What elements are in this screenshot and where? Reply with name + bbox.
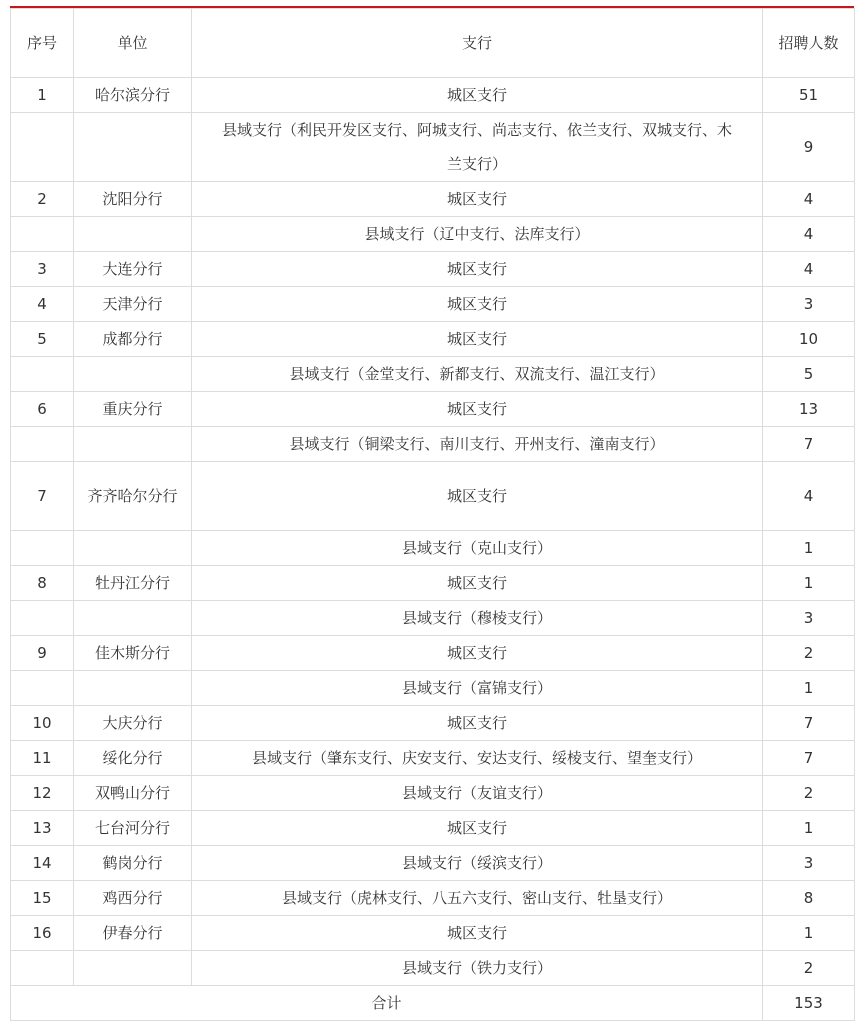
row-unit: 大连分行 [74,252,192,287]
row-count: 3 [763,601,855,636]
header-unit: 单位 [74,9,192,78]
row-branch: 县域支行（金堂支行、新都支行、双流支行、温江支行） [192,357,763,392]
row-count: 2 [763,776,855,811]
table-row [11,671,855,706]
table-row [11,776,855,811]
row-branch: 县域支行（铜梁支行、南川支行、开州支行、潼南支行） [192,427,763,462]
row-unit: 齐齐哈尔分行 [74,462,192,531]
row-branch: 城区支行 [192,287,763,322]
header-no: 序号 [11,9,74,78]
row-no [11,217,74,252]
table-row [11,881,855,916]
row-unit: 七台河分行 [74,811,192,846]
row-unit: 重庆分行 [74,392,192,427]
row-count: 8 [763,881,855,916]
row-count: 7 [763,741,855,776]
row-unit: 成都分行 [74,322,192,357]
table-row [11,392,855,427]
row-no: 8 [11,566,74,601]
row-unit [74,951,192,986]
table-row [11,357,855,392]
row-count: 10 [763,322,855,357]
table-row [11,217,855,252]
row-count: 3 [763,287,855,322]
row-count: 51 [763,78,855,113]
row-no: 14 [11,846,74,881]
recruitment-table [10,8,855,1021]
row-branch: 县域支行（铁力支行） [192,951,763,986]
row-no [11,427,74,462]
row-branch: 县域支行（虎林支行、八五六支行、密山支行、牡垦支行） [192,881,763,916]
row-count: 7 [763,706,855,741]
table-row [11,322,855,357]
row-no [11,601,74,636]
row-branch: 城区支行 [192,706,763,741]
row-unit: 佳木斯分行 [74,636,192,671]
row-no: 4 [11,287,74,322]
row-branch: 城区支行 [192,566,763,601]
table-row [11,811,855,846]
row-no: 9 [11,636,74,671]
row-branch: 城区支行 [192,182,763,217]
row-no: 1 [11,78,74,113]
row-count: 1 [763,916,855,951]
table-row [11,182,855,217]
row-branch: 城区支行 [192,252,763,287]
table-row [11,531,855,566]
row-unit: 鸡西分行 [74,881,192,916]
table-row [11,636,855,671]
row-branch: 城区支行 [192,78,763,113]
row-unit: 双鸭山分行 [74,776,192,811]
row-branch: 城区支行 [192,811,763,846]
row-count: 13 [763,392,855,427]
row-branch: 县域支行（利民开发区支行、阿城支行、尚志支行、依兰支行、双城支行、木兰支行） [192,113,763,182]
row-no [11,951,74,986]
row-count: 4 [763,462,855,531]
table-row [11,951,855,986]
header-count: 招聘人数 [763,9,855,78]
row-branch: 县域支行（辽中支行、法库支行） [192,217,763,252]
table-row [11,287,855,322]
row-unit: 天津分行 [74,287,192,322]
row-branch: 城区支行 [192,636,763,671]
total-label: 合计 [11,986,763,1021]
table-total-row [11,986,855,1021]
row-branch: 县域支行（穆棱支行） [192,601,763,636]
table-row [11,78,855,113]
row-branch: 城区支行 [192,322,763,357]
row-no: 3 [11,252,74,287]
row-no: 13 [11,811,74,846]
row-count: 2 [763,636,855,671]
row-no: 11 [11,741,74,776]
table-row [11,462,855,531]
row-unit [74,531,192,566]
table-header-row [11,9,855,78]
row-count: 1 [763,531,855,566]
row-unit: 绥化分行 [74,741,192,776]
row-unit [74,357,192,392]
table-row [11,566,855,601]
row-no: 2 [11,182,74,217]
row-no [11,113,74,182]
row-count: 4 [763,217,855,252]
row-no: 5 [11,322,74,357]
table-row [11,252,855,287]
row-no: 12 [11,776,74,811]
row-no: 6 [11,392,74,427]
row-branch: 城区支行 [192,916,763,951]
row-unit: 哈尔滨分行 [74,78,192,113]
table-row [11,706,855,741]
row-unit [74,427,192,462]
row-branch: 县域支行（友谊支行） [192,776,763,811]
row-no: 7 [11,462,74,531]
row-count: 1 [763,671,855,706]
row-branch: 县域支行（绥滨支行） [192,846,763,881]
row-no [11,671,74,706]
table-row [11,916,855,951]
row-branch: 县域支行（富锦支行） [192,671,763,706]
table-row [11,113,855,182]
table-row [11,601,855,636]
row-unit [74,113,192,182]
row-branch: 县域支行（肇东支行、庆安支行、安达支行、绥棱支行、望奎支行） [192,741,763,776]
row-branch: 城区支行 [192,392,763,427]
row-branch: 县域支行（克山支行） [192,531,763,566]
row-no: 10 [11,706,74,741]
total-count: 153 [763,986,855,1021]
row-unit: 大庆分行 [74,706,192,741]
row-unit [74,671,192,706]
table-row [11,427,855,462]
row-count: 4 [763,182,855,217]
table-row [11,741,855,776]
row-count: 1 [763,811,855,846]
row-count: 1 [763,566,855,601]
row-no [11,357,74,392]
row-no: 15 [11,881,74,916]
row-count: 2 [763,951,855,986]
row-unit: 牡丹江分行 [74,566,192,601]
row-branch: 城区支行 [192,462,763,531]
row-count: 3 [763,846,855,881]
row-no [11,531,74,566]
row-unit [74,217,192,252]
row-count: 9 [763,113,855,182]
row-unit: 伊春分行 [74,916,192,951]
row-count: 5 [763,357,855,392]
row-unit: 沈阳分行 [74,182,192,217]
row-count: 4 [763,252,855,287]
table-row [11,846,855,881]
row-unit: 鹤岗分行 [74,846,192,881]
row-count: 7 [763,427,855,462]
row-no: 16 [11,916,74,951]
header-branch: 支行 [192,9,763,78]
row-unit [74,601,192,636]
